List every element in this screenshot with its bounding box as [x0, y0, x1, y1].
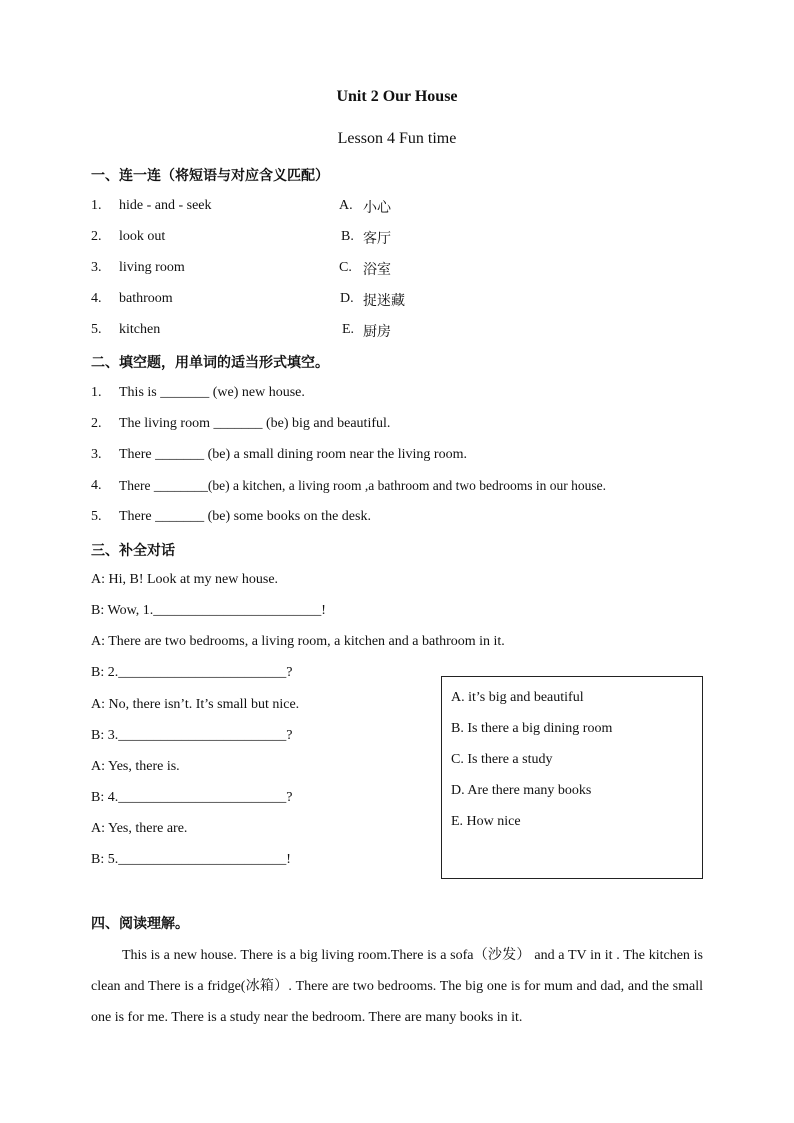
fill-number: 1.	[91, 385, 102, 400]
section2-heading: 二、填空题，用单词的适当形式填空。	[91, 355, 329, 371]
dialogue-line: B: Wow, 1.________________________!	[91, 603, 326, 618]
dialogue-line: B: 4.________________________?	[91, 790, 293, 805]
option-item: C. Is there a study	[451, 752, 553, 767]
dialogue-line: B: 3.________________________?	[91, 728, 293, 743]
match-number: 5.	[91, 322, 102, 337]
match-phrase: living room	[119, 260, 185, 275]
option-item: E. How nice	[451, 814, 521, 829]
match-letter: E.	[342, 322, 355, 337]
match-number: 1.	[91, 198, 102, 213]
match-meaning: 厨房	[363, 324, 391, 340]
match-letter: D.	[340, 291, 354, 306]
lesson-subtitle: Lesson 4 Fun time	[337, 130, 457, 147]
fill-number: 3.	[91, 447, 102, 462]
dialogue-line: A: Yes, there are.	[91, 821, 188, 836]
reading-passage: This is a new house. There is a big living room.There is a sofa（沙发） and a TV in it . The kitchen is clean and There is a fridge(冰箱）. There are two bedrooms. The big one is for mum and dad, and the small one is for me. There is a study near the bedroom. There are many books in it.	[91, 948, 703, 1025]
option-item: D. Are there many books	[451, 783, 592, 798]
match-phrase: bathroom	[119, 291, 173, 306]
fill-number: 2.	[91, 416, 102, 431]
match-letter: A.	[339, 198, 353, 213]
dialogue-line: A: There are two bedrooms, a living room, a kitchen and a bathroom in it.	[91, 634, 505, 649]
dialogue-line: B: 2.________________________?	[91, 665, 293, 680]
match-letter: B.	[341, 229, 354, 244]
match-meaning: 客厅	[363, 231, 391, 247]
page-title: Unit 2 Our House	[336, 88, 458, 105]
option-item: A. it’s big and beautiful	[451, 690, 584, 705]
fill-number: 5.	[91, 509, 102, 524]
section1-heading: 一、连一连（将短语与对应含义匹配）	[91, 168, 329, 184]
fill-sentence: The living room _______ (be) big and beautiful.	[119, 416, 391, 431]
match-meaning: 小心	[363, 200, 391, 216]
match-phrase: look out	[119, 229, 166, 244]
match-meaning: 捉迷藏	[363, 293, 405, 309]
dialogue-line: A: Yes, there is.	[91, 759, 180, 774]
options-box	[441, 676, 703, 879]
match-meaning: 浴室	[363, 262, 391, 278]
dialogue-line: A: No, there isn’t. It’s small but nice.	[91, 697, 300, 712]
match-number: 3.	[91, 260, 102, 275]
fill-number: 4.	[91, 478, 102, 493]
fill-sentence: There _______ (be) a small dining room near the living room.	[119, 447, 467, 462]
section4-heading: 四、阅读理解。	[91, 916, 189, 932]
fill-sentence: This is _______ (we) new house.	[119, 385, 305, 400]
match-phrase: kitchen	[119, 322, 161, 337]
fill-sentence: There ________(be) a kitchen, a living room ,a bathroom and two bedrooms in our house.	[119, 478, 607, 493]
match-number: 2.	[91, 229, 102, 244]
option-item: B. Is there a big dining room	[451, 721, 613, 736]
dialogue-line: A: Hi, B! Look at my new house.	[91, 572, 279, 587]
section3-heading: 三、补全对话	[91, 543, 175, 559]
fill-sentence: There _______ (be) some books on the desk.	[119, 509, 371, 524]
match-number: 4.	[91, 291, 102, 306]
dialogue-line: B: 5.________________________!	[91, 852, 291, 867]
match-phrase: hide - and - seek	[119, 198, 212, 213]
match-letter: C.	[339, 260, 352, 275]
